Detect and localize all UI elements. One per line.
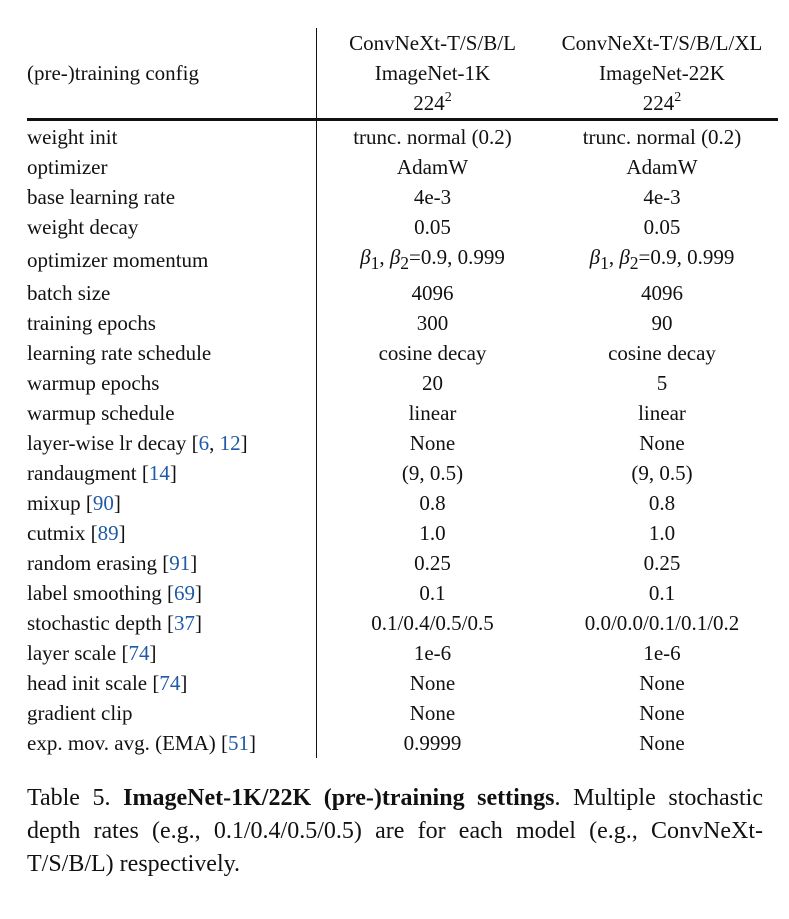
row-label-cell	[27, 152, 317, 182]
table-row	[27, 698, 778, 728]
value-1k: AdamW	[396, 155, 469, 179]
value-22k	[546, 242, 778, 278]
value-1k: (9, 0.5)	[401, 461, 464, 486]
header-col-22k-dataset: ImageNet-22K	[599, 61, 725, 85]
row-label: warmup schedule	[27, 401, 175, 426]
row-label: optimizer	[27, 155, 108, 179]
row-label-cell	[27, 278, 317, 308]
row-label-cell: stochastic depth [37]	[27, 608, 317, 638]
citation-link[interactable]: 6	[198, 431, 210, 456]
value-1k: 4e-3	[413, 185, 452, 209]
table-caption	[27, 782, 763, 881]
settings-table-container	[27, 28, 789, 758]
header-col-1k-model: ConvNeXt-T/S/B/L	[349, 31, 516, 55]
row-label-cell	[27, 698, 317, 728]
table-row	[27, 428, 778, 458]
citation-link[interactable]: 91	[169, 551, 191, 576]
header-col-1k-res-exp: 2	[444, 90, 452, 105]
header-col-1k-resolution	[319, 88, 546, 118]
value-1k: None	[409, 431, 456, 456]
row-label-cell	[27, 338, 317, 368]
value-1k: cosine decay	[378, 341, 487, 366]
header-col-22k-res-base: 224	[642, 91, 675, 115]
value-1k: 300	[416, 311, 449, 336]
row-label-cell: head init scale [74]	[27, 668, 317, 698]
table-row	[27, 242, 778, 278]
table-row	[27, 278, 778, 308]
value-1k: 0.25	[414, 551, 451, 576]
row-label-cell	[27, 212, 317, 242]
value-22k: 5	[656, 371, 668, 396]
header-col-22k-res-exp: 2	[674, 90, 682, 105]
value-1k: 4096	[411, 281, 454, 306]
value-22k: None	[639, 431, 685, 456]
header-col-1k-res-base: 224	[413, 91, 445, 115]
settings-table	[27, 28, 778, 758]
value-22k: 0.8	[648, 491, 676, 516]
value-22k: (9, 0.5)	[631, 461, 693, 486]
row-label: warmup epochs	[27, 371, 160, 396]
table-header-row	[27, 28, 778, 120]
row-label-cell	[27, 368, 317, 398]
row-label: batch size	[27, 281, 111, 306]
citation-link[interactable]: 14	[148, 461, 170, 486]
value-1k: 1.0	[419, 521, 446, 546]
table-row	[27, 488, 778, 518]
table-row	[27, 121, 778, 152]
value-1k: None	[409, 671, 456, 696]
citation-link[interactable]: 74	[128, 641, 150, 666]
citation-link[interactable]: 89	[97, 521, 119, 546]
table-row	[27, 182, 778, 212]
table-row	[27, 368, 778, 398]
row-label-cell: randaugment [14]	[27, 458, 317, 488]
row-label: exp. mov. avg. (EMA)	[27, 731, 216, 756]
citation-link[interactable]: 12	[219, 431, 241, 456]
value-22k: None	[639, 671, 685, 696]
header-row-label: (pre-)training config	[27, 28, 317, 120]
row-label-cell	[27, 308, 317, 338]
value-22k: trunc. normal (0.2)	[582, 125, 742, 149]
value-22k: linear	[638, 401, 686, 426]
row-label-cell: cutmix [89]	[27, 518, 317, 548]
header-col-22k	[546, 28, 778, 120]
value-1k: 0.9999	[403, 731, 462, 756]
row-label: weight init	[27, 125, 118, 149]
citation-link[interactable]: 69	[174, 581, 195, 606]
row-label-cell: label smoothing [69]	[27, 578, 317, 608]
value-1k: 0.1	[419, 581, 446, 606]
row-label-cell: layer scale [74]	[27, 638, 317, 668]
citation-link[interactable]: 90	[92, 491, 114, 516]
momentum-value: $\beta_1$, $\beta_2=0.9$, 0.999	[360, 245, 505, 274]
header-col-1k-dataset: ImageNet-1K	[374, 61, 491, 85]
row-label: randaugment	[27, 461, 137, 486]
value-1k: 20	[422, 371, 443, 396]
value-22k: 1e-6	[643, 641, 681, 666]
table-row	[27, 458, 778, 488]
value-22k: 4e-3	[643, 185, 681, 209]
table-row	[27, 638, 778, 668]
value-22k: 4096	[641, 281, 683, 306]
value-22k: 0.05	[643, 215, 681, 239]
row-label-cell: exp. mov. avg. (EMA) [51]	[27, 728, 317, 758]
row-label: base learning rate	[27, 185, 176, 209]
value-1k: trunc. normal (0.2)	[353, 125, 512, 149]
row-label: mixup	[27, 491, 81, 516]
table-row	[27, 398, 778, 428]
row-label: optimizer momentum	[27, 248, 209, 273]
table-body	[27, 28, 778, 758]
table-row	[27, 548, 778, 578]
citation-link[interactable]: 51	[228, 731, 250, 756]
value-22k: 90	[651, 311, 673, 336]
header-col-22k-resolution	[546, 88, 778, 118]
table-row	[27, 308, 778, 338]
row-label: stochastic depth	[27, 611, 162, 636]
row-label: gradient clip	[27, 701, 133, 726]
row-label: layer scale	[27, 641, 117, 666]
value-22k: 0.1	[648, 581, 676, 606]
value-22k: 0.0/0.0/0.1/0.1/0.2	[584, 611, 740, 636]
value-22k: cosine decay	[608, 341, 716, 366]
row-label: random erasing	[27, 551, 158, 576]
row-label: head init scale	[27, 671, 148, 696]
row-label-cell	[27, 182, 317, 212]
row-label: label smoothing	[27, 581, 162, 606]
table-row	[27, 212, 778, 242]
table-row	[27, 668, 778, 698]
table-row	[27, 578, 778, 608]
table-row	[27, 338, 778, 368]
table-row	[27, 608, 778, 638]
value-1k: 0.05	[414, 215, 451, 239]
header-col-1k	[317, 28, 547, 120]
value-22k: 1.0	[648, 521, 676, 546]
caption-title: ImageNet-1K/22K (pre-)training settings	[123, 785, 555, 811]
momentum-value: $\beta_1$, $\beta_2=0.9$, 0.999	[589, 245, 735, 274]
table-row	[27, 152, 778, 182]
table-row	[27, 728, 778, 758]
value-1k: None	[409, 701, 456, 726]
citation-link[interactable]: 37	[173, 611, 195, 636]
header-col-22k-model: ConvNeXt-T/S/B/L/XL	[561, 31, 763, 55]
value-1k: 0.8	[419, 491, 446, 516]
row-label: weight decay	[27, 215, 139, 239]
table-row	[27, 518, 778, 548]
value-22k: None	[639, 731, 685, 756]
row-label: learning rate schedule	[27, 341, 212, 366]
row-label: cutmix	[27, 521, 86, 546]
value-1k: linear	[408, 401, 457, 426]
row-label-cell: mixup [90]	[27, 488, 317, 518]
value-22k: 0.25	[643, 551, 681, 576]
row-label-cell: random erasing [91]	[27, 548, 317, 578]
row-label-cell	[27, 121, 317, 152]
row-label: training epochs	[27, 311, 156, 336]
citation-link[interactable]: 74	[159, 671, 181, 696]
row-label-cell: layer-wise lr decay [6, 12]	[27, 428, 317, 458]
value-22k: AdamW	[626, 155, 698, 179]
value-1k	[317, 242, 547, 278]
row-label-cell	[27, 242, 317, 278]
value-1k: 1e-6	[413, 641, 452, 666]
value-1k: 0.1/0.4/0.5/0.5	[371, 611, 494, 636]
caption-body: . Multiple stochastic depth rates (e.g., 0.1/0.4/0.5/0.5) are for each model (e.g., ConvNeXt-T/S/B/L) respectively.	[27, 785, 763, 877]
row-label-cell	[27, 398, 317, 428]
row-label: layer-wise lr decay	[27, 431, 187, 456]
caption-prefix: Table 5.	[27, 785, 111, 811]
value-22k: None	[639, 701, 685, 726]
